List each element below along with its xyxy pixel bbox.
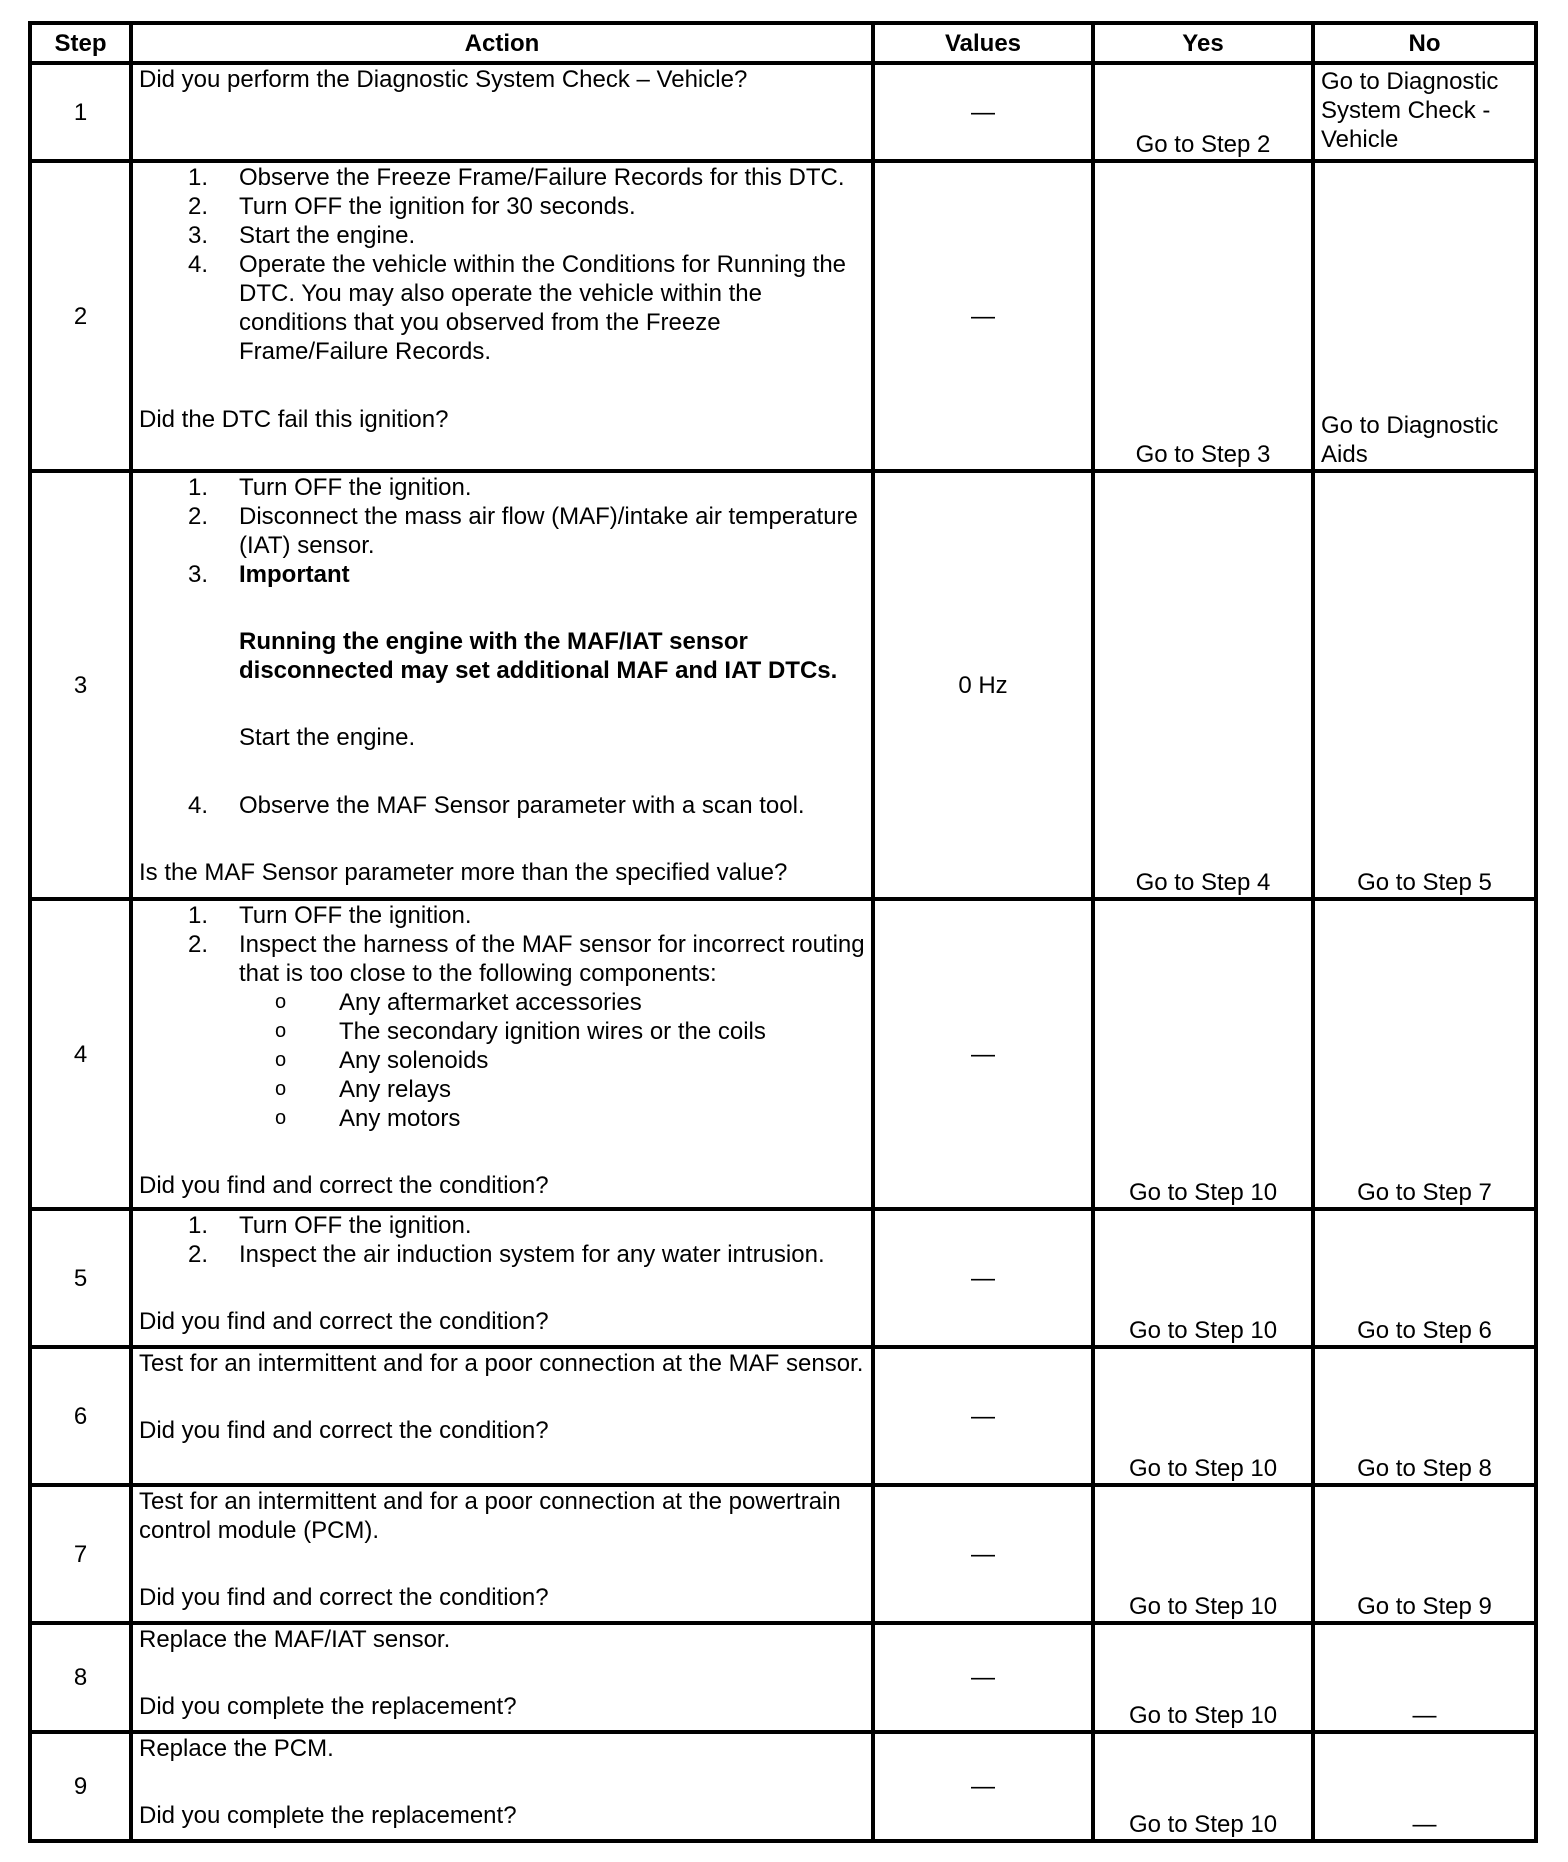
important-note: Running the engine with the MAF/IAT sensor disconnected may set additional MAF and IAT DTCs. bbox=[239, 628, 838, 684]
action-cell bbox=[131, 1209, 873, 1347]
list-item: o Any motors bbox=[275, 1105, 461, 1132]
list-item: 2. Disconnect the mass air flow (MAF)/intake air temperature (IAT) sensor. bbox=[188, 503, 858, 559]
action-question: Is the MAF Sensor parameter more than the specified value? bbox=[139, 859, 788, 886]
list-item: 2. Turn OFF the ignition for 30 seconds. bbox=[188, 193, 636, 220]
step-number: 4 bbox=[30, 899, 131, 1209]
header-values: Values bbox=[873, 23, 1093, 63]
step-number: 6 bbox=[30, 1347, 131, 1485]
action-steps bbox=[139, 473, 865, 820]
table-row bbox=[30, 63, 1536, 161]
important-followup: Start the engine. bbox=[239, 724, 416, 751]
action-cell bbox=[131, 1623, 873, 1732]
table-row bbox=[30, 1347, 1536, 1485]
list-item: o Any relays bbox=[275, 1076, 452, 1103]
no-cell: Go to Step 5 bbox=[1313, 471, 1536, 899]
no-cell: Go to Step 9 bbox=[1313, 1485, 1536, 1623]
yes-cell: Go to Step 4 bbox=[1093, 471, 1313, 899]
values-cell: — bbox=[873, 899, 1093, 1209]
table-row bbox=[30, 899, 1536, 1209]
yes-cell: Go to Step 3 bbox=[1093, 161, 1313, 471]
values-cell: — bbox=[873, 1485, 1093, 1623]
table-row bbox=[30, 471, 1536, 899]
action-text: Test for an intermittent and for a poor connection at the powertrain control module (PCM). bbox=[139, 1488, 841, 1544]
action-question: Did you find and correct the condition? bbox=[139, 1308, 549, 1335]
table-row bbox=[30, 1623, 1536, 1732]
step-number: 5 bbox=[30, 1209, 131, 1347]
header-yes: Yes bbox=[1093, 23, 1313, 63]
action-question: Did you find and correct the condition? bbox=[139, 1417, 549, 1444]
action-text: Replace the MAF/IAT sensor. bbox=[139, 1626, 451, 1653]
values-cell: — bbox=[873, 1347, 1093, 1485]
header-step: Step bbox=[30, 23, 131, 63]
action-question: Did you find and correct the condition? bbox=[139, 1172, 549, 1199]
list-item: 4. Operate the vehicle within the Conditions for Running the DTC. You may also operate the vehicle within the conditions that you observed from the Freeze Frame/Failure Records. bbox=[188, 251, 847, 365]
list-item: 2. Inspect the harness of the MAF sensor for incorrect routing that is too close to the following components: o Any aftermarket accessories o The secondary ignition wires or the coils o Any solenoids o Any relays o Any motors bbox=[188, 931, 865, 1132]
step-number: 1 bbox=[30, 63, 131, 161]
important-label: Important bbox=[239, 561, 350, 588]
action-question: Did the DTC fail this ignition? bbox=[139, 406, 449, 433]
action-cell bbox=[131, 161, 873, 471]
step-number: 9 bbox=[30, 1732, 131, 1841]
list-item: 2. Inspect the air induction system for any water intrusion. bbox=[188, 1241, 825, 1268]
action-steps bbox=[139, 1211, 865, 1269]
values-cell: — bbox=[873, 161, 1093, 471]
action-text: Did you perform the Diagnostic System Check – Vehicle? bbox=[139, 66, 748, 93]
no-cell: Go to Diagnostic Aids bbox=[1313, 161, 1536, 471]
action-question: Did you find and correct the condition? bbox=[139, 1584, 549, 1611]
values-cell: 0 Hz bbox=[873, 471, 1093, 899]
list-item: 3. Important Running the engine with the MAF/IAT sensor disconnected may set additional MAF and IAT DTCs. Start the engine. bbox=[139, 560, 865, 752]
header-action: Action bbox=[131, 23, 873, 63]
list-item: 1. Observe the Freeze Frame/Failure Records for this DTC. bbox=[188, 164, 845, 191]
no-cell: — bbox=[1313, 1732, 1536, 1841]
list-item: 1. Turn OFF the ignition. bbox=[188, 474, 472, 501]
no-cell: — bbox=[1313, 1623, 1536, 1732]
step-number: 2 bbox=[30, 161, 131, 471]
action-text: Replace the PCM. bbox=[139, 1735, 334, 1762]
action-cell bbox=[131, 1732, 873, 1841]
diagnostic-table bbox=[28, 21, 1538, 1843]
action-cell bbox=[131, 1347, 873, 1485]
yes-cell: Go to Step 10 bbox=[1093, 1732, 1313, 1841]
yes-cell: Go to Step 10 bbox=[1093, 1209, 1313, 1347]
values-cell: — bbox=[873, 63, 1093, 161]
no-cell: Go to Step 6 bbox=[1313, 1209, 1536, 1347]
step-number: 8 bbox=[30, 1623, 131, 1732]
no-cell: Go to Step 8 bbox=[1313, 1347, 1536, 1485]
list-item: 4. Observe the MAF Sensor parameter with a scan tool. bbox=[188, 792, 805, 819]
yes-cell: Go to Step 10 bbox=[1093, 899, 1313, 1209]
action-question: Did you complete the replacement? bbox=[139, 1693, 517, 1720]
yes-cell: Go to Step 10 bbox=[1093, 1347, 1313, 1485]
yes-cell: Go to Step 10 bbox=[1093, 1485, 1313, 1623]
step-number: 7 bbox=[30, 1485, 131, 1623]
list-item: o Any aftermarket accessories bbox=[275, 989, 642, 1016]
action-cell bbox=[131, 1485, 873, 1623]
list-item: 3. Start the engine. bbox=[188, 222, 416, 249]
action-cell bbox=[131, 471, 873, 899]
values-cell: — bbox=[873, 1732, 1093, 1841]
table-row bbox=[30, 1485, 1536, 1623]
list-item: o Any solenoids bbox=[275, 1047, 489, 1074]
action-text: Test for an intermittent and for a poor connection at the MAF sensor. bbox=[139, 1350, 864, 1377]
action-question: Did you complete the replacement? bbox=[139, 1802, 517, 1829]
action-cell bbox=[131, 899, 873, 1209]
list-item: 1. Turn OFF the ignition. bbox=[188, 902, 472, 929]
action-cell bbox=[131, 63, 873, 161]
values-cell: — bbox=[873, 1623, 1093, 1732]
values-cell: — bbox=[873, 1209, 1093, 1347]
yes-cell: Go to Step 2 bbox=[1093, 63, 1313, 161]
action-steps bbox=[139, 163, 865, 366]
list-item: 1. Turn OFF the ignition. bbox=[188, 1212, 472, 1239]
header-no: No bbox=[1313, 23, 1536, 63]
component-list bbox=[239, 988, 865, 1133]
no-cell: Go to Step 7 bbox=[1313, 899, 1536, 1209]
action-steps bbox=[139, 901, 865, 1133]
table-row bbox=[30, 1732, 1536, 1841]
yes-cell: Go to Step 10 bbox=[1093, 1623, 1313, 1732]
list-item: o The secondary ignition wires or the coils bbox=[275, 1018, 766, 1045]
step-number: 3 bbox=[30, 471, 131, 899]
table-row bbox=[30, 161, 1536, 471]
header-row bbox=[30, 23, 1536, 63]
no-cell: Go to Diagnostic System Check - Vehicle bbox=[1313, 63, 1536, 161]
table-row bbox=[30, 1209, 1536, 1347]
